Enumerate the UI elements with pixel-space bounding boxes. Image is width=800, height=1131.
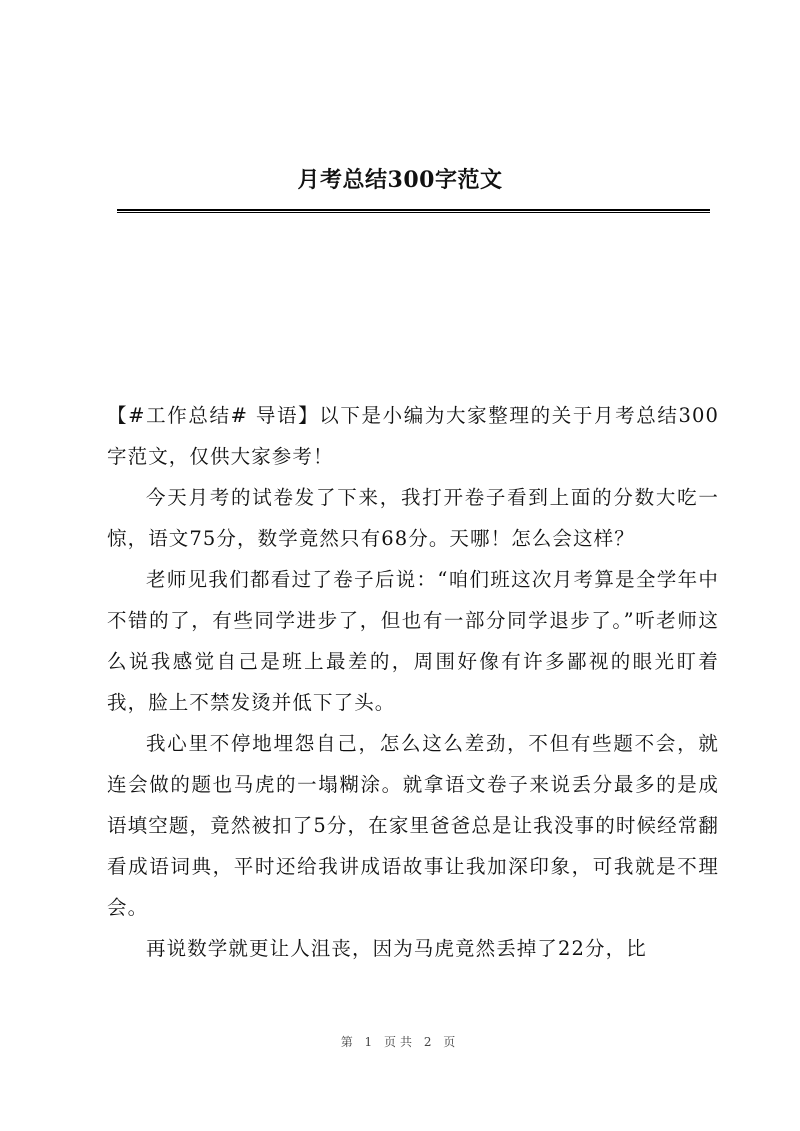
document-body [107, 395, 719, 969]
body-paragraph: 今天月考的试卷发了下来，我打开卷子看到上面的分数大吃一惊，语文75分，数学竟然只有68分。天哪！怎么会这样？ [107, 486, 719, 550]
body-paragraph: 再说数学就更让人沮丧，因为马虎竟然丢掉了22分，比 [146, 937, 647, 960]
page-title: 月考总结300字范文 [297, 167, 503, 193]
body-paragraph: 我心里不停地埋怨自己，怎么这么差劲，不但有些题不会，就连会做的题也马虎的一塌糊涂。就拿语文卷子来说丢分最多的是成语填空题，竟然被扣了5分，在家里爸爸总是让我没事的时候经常翻看成语词典，平时还给我讲成语故事让我加深印象，可我就是不理会。 [107, 732, 719, 919]
body-paragraph: 老师见我们都看过了卷子后说：“咱们班这次月考算是全学年中不错的了，有些同学进步了，但也有一部分同学退步了。”听老师这么说我感觉自己是班上最差的，周围好像有许多鄙视的眼光盯着我，脸上不禁发烫并低下了头。 [107, 568, 719, 714]
page-footer: 第 1 页共 2 页 [340, 1035, 460, 1049]
intro-paragraph: 【#工作总结# 导语】以下是小编为大家整理的关于月考总结300字范文，仅供大家参考！ [107, 404, 719, 468]
title-divider [117, 209, 710, 213]
